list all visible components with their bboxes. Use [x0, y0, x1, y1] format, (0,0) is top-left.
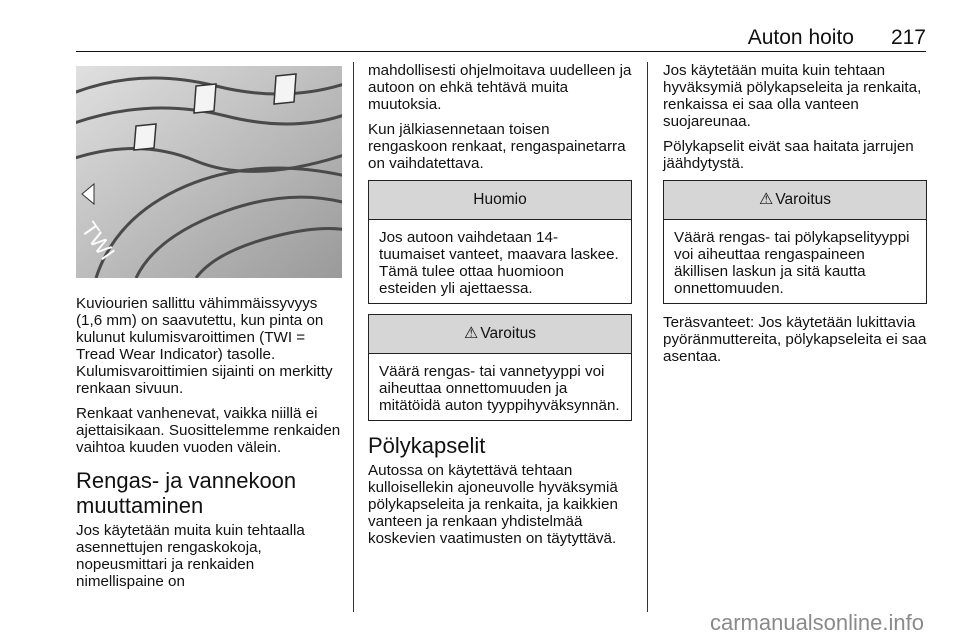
paragraph: mahdollisesti ohjelmoitava uudelleen ja autoon on ehkä tehtävä muita muutoksia.: [368, 62, 632, 113]
note-body: Jos autoon vaihdetaan 14-tuumaiset vanteet, maavara laskee. Tämä tulee ottaa huomioon esteiden yli ajettaessa.: [379, 229, 619, 297]
column-3: [663, 62, 927, 373]
page-header: [76, 26, 926, 54]
tire-tread-illustration: [76, 66, 342, 278]
warning-header: [664, 181, 926, 220]
column-1: [76, 62, 342, 598]
paragraph: Kuviourien sallittu vähimmäissyvyys (1,6 mm) on saavutettu, kun pinta on kulunut kulumisvaroittimen (TWI = Tread Wear Indicator) tasolle. Kulumisvaroittimien sijainti on merkitty renkaan sivuun.: [76, 295, 333, 397]
column-2: [368, 62, 632, 555]
paragraph: Renkaat vanhenevat, vaikka niillä ei ajettaisikaan. Suosittelemme renkaiden vaihtoa kuuden vuoden välein.: [76, 405, 341, 456]
paragraph: Jos käytetään muita kuin tehtaan hyväksymiä pölykapseleita ja renkaita, renkaissa ei saa olla vanteen suojareunaa.: [663, 62, 922, 130]
warning-box: [663, 180, 927, 304]
warning-header: [369, 315, 631, 354]
warning-title: Varoitus: [480, 325, 537, 342]
paragraph: Kun jälkiasennetaan toisen rengaskoon renkaat, rengaspainetarra on vaihdatettava.: [368, 121, 626, 172]
warning-body: Väärä rengas- tai vannetyyppi voi aiheuttaa onnettomuuden ja mitätöidä auton tyyppihyväksynnän.: [379, 363, 620, 414]
page-number: 217: [890, 26, 926, 49]
warning-box: [368, 314, 632, 421]
warning-icon: ⚠: [758, 191, 774, 208]
column-divider: [353, 62, 354, 612]
tire-tread-drawing: [76, 66, 342, 278]
watermark: carmanualsonline.info: [709, 610, 924, 635]
warning-icon: ⚠: [463, 325, 479, 342]
warning-title: Varoitus: [775, 191, 832, 208]
note-title: Huomio: [369, 181, 631, 220]
column-divider: [647, 62, 648, 612]
section-title: Auton hoito: [747, 26, 854, 49]
paragraph: Jos käytetään muita kuin tehtaalla asennettujen rengaskokoja, nopeusmittari ja renkaiden nimellispaine on: [76, 522, 305, 590]
section-heading: Rengas- ja vannekoon muuttaminen: [76, 468, 297, 518]
paragraph: Pölykapselit eivät saa haitata jarrujen jäähdytystä.: [663, 138, 914, 172]
note-box: [368, 180, 632, 304]
section-heading: Pölykapselit: [368, 433, 486, 458]
paragraph: Teräsvanteet: Jos käytetään lukittavia pyöränmuttereita, pölykapseleita ei saa asentaa.: [663, 314, 927, 365]
header-rule: [76, 51, 926, 52]
paragraph: Autossa on käytettävä tehtaan kulloisellekin ajoneuvolle hyväksymiä pölykapseleita ja renkaita, ja kaikkien vanteen ja renkaan yhdistelmää koskevien vaatimusten on täytyttävä.: [368, 462, 618, 547]
warning-body: Väärä rengas- tai pölykapselityyppi voi aiheuttaa rengaspaineen äkillisen laskun ja sitä kautta onnettomuuden.: [674, 229, 910, 297]
twi-label: TWI: [76, 217, 120, 265]
